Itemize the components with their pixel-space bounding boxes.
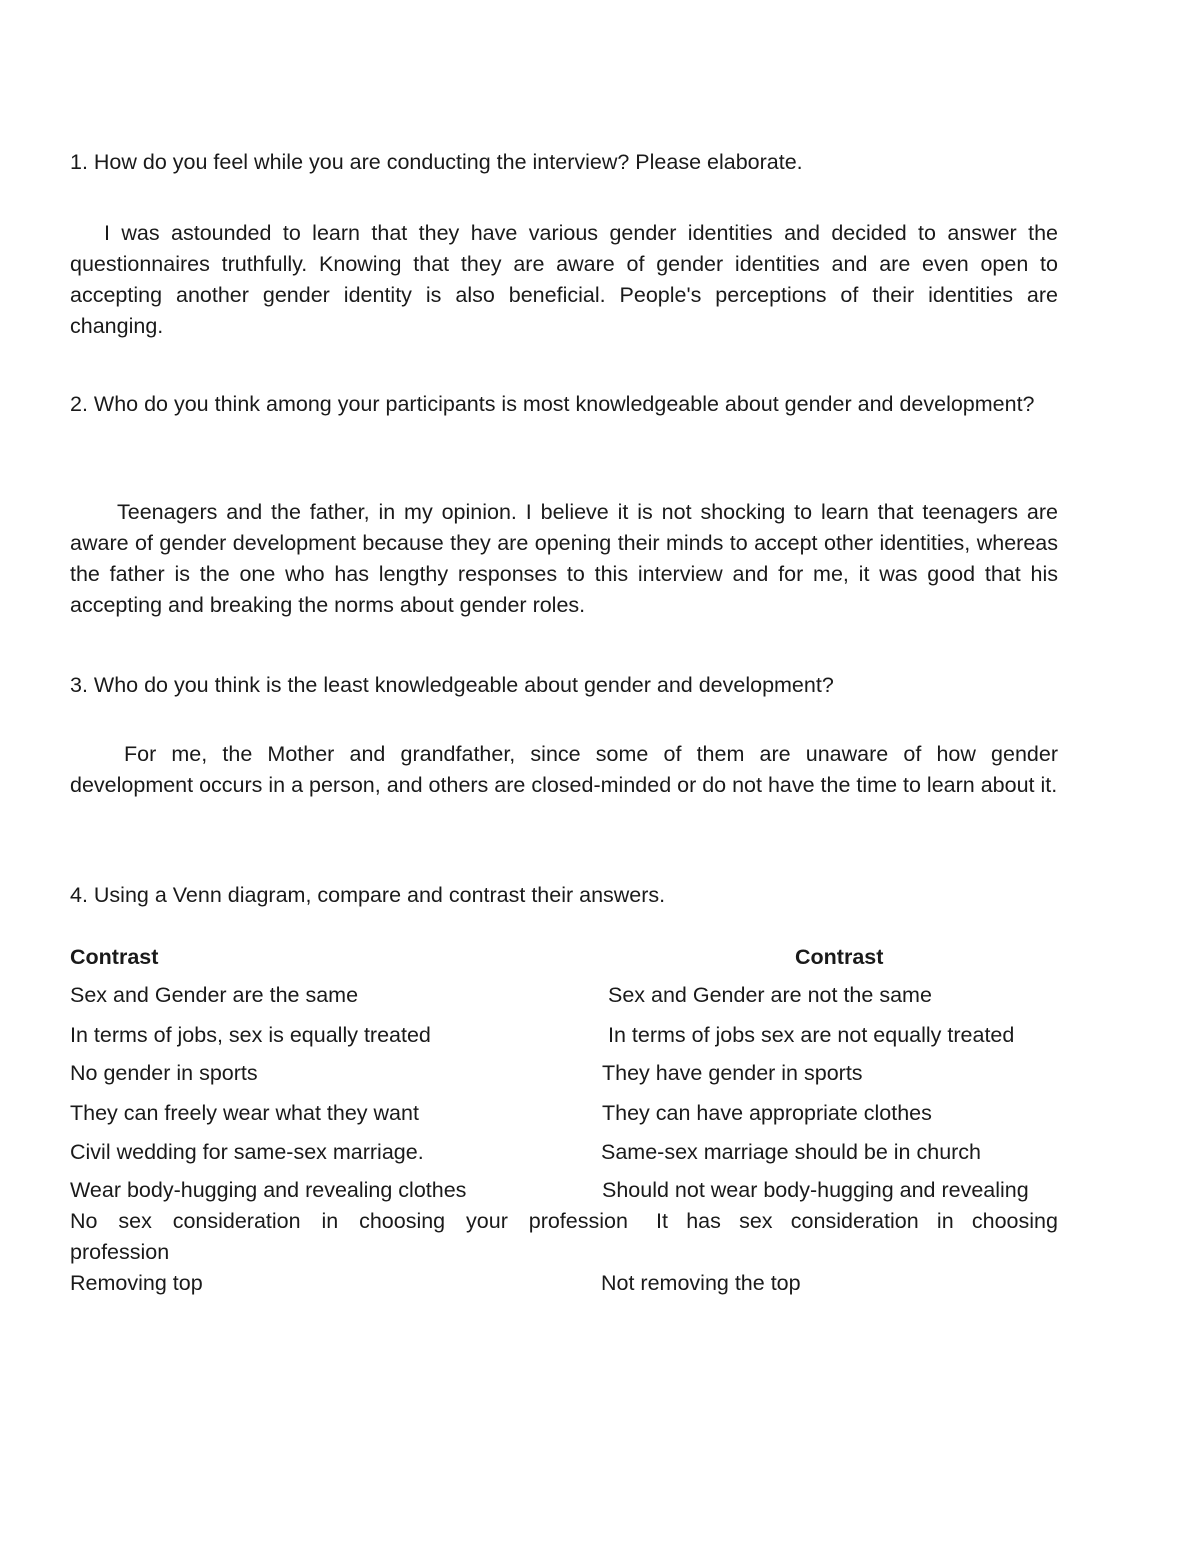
answer-1: I was astounded to learn that they have various gender identities and decided to answer the questionnaires truthfully. Knowing that they are aware of gender identities and are even open to accepting another gender identity is also beneficial. People's perceptions of their identities are changing.: [70, 221, 1058, 338]
contrast-right-item: Sex and Gender are not the same: [608, 983, 932, 1007]
question-3: 3. Who do you think is the least knowledgeable about gender and development?: [70, 673, 834, 697]
contrast-left-item: They can freely wear what they want: [70, 1101, 419, 1125]
question-2: 2. Who do you think among your participants is most knowledgeable about gender and development?: [70, 392, 1035, 416]
contrast-right-item: Not removing the top: [601, 1271, 801, 1295]
contrast-right-item: In terms of jobs sex are not equally treated: [608, 1023, 1015, 1047]
contrast-left-item: Wear body-hugging and revealing clothes: [70, 1178, 467, 1202]
contrast-right-item: It has sex consideration in choosing: [656, 1209, 1058, 1233]
contrast-left-item: Removing top: [70, 1271, 203, 1295]
contrast-right-heading: Contrast: [795, 945, 884, 969]
question-4: 4. Using a Venn diagram, compare and contrast their answers.: [70, 883, 666, 907]
contrast-right-item: Should not wear body-hugging and revealing: [602, 1178, 1029, 1202]
contrast-left-item: Civil wedding for same-sex marriage.: [70, 1140, 424, 1164]
contrast-right-item: Same-sex marriage should be in church: [601, 1140, 982, 1164]
contrast-right-item: They can have appropriate clothes: [602, 1101, 932, 1125]
answer-3: For me, the Mother and grandfather, since some of them are unaware of how gender development occurs in a person, and others are closed-minded or do not have the time to learn about it.: [70, 742, 1058, 797]
contrast-left-item: Sex and Gender are the same: [70, 983, 359, 1007]
contrast-right-item: They have gender in sports: [602, 1061, 863, 1085]
contrast-wrapped-row: [70, 1206, 1058, 1268]
answer-2: Teenagers and the father, in my opinion. I believe it is not shocking to learn that teenagers are aware of gender development because they are opening their minds to accept other identities, whereas the father is the one who has lengthy responses to this interview and for me, it was good that his accepting and breaking the norms about gender roles.: [70, 500, 1058, 617]
contrast-left-item: No gender in sports: [70, 1061, 258, 1085]
contrast-left-item: In terms of jobs, sex is equally treated: [70, 1023, 431, 1047]
contrast-left-item-continued: profession: [70, 1240, 170, 1264]
contrast-left-item: No sex consideration in choosing your profession: [70, 1209, 628, 1233]
question-1: 1. How do you feel while you are conducting the interview? Please elaborate.: [70, 150, 803, 174]
contrast-left-heading: Contrast: [70, 945, 159, 969]
